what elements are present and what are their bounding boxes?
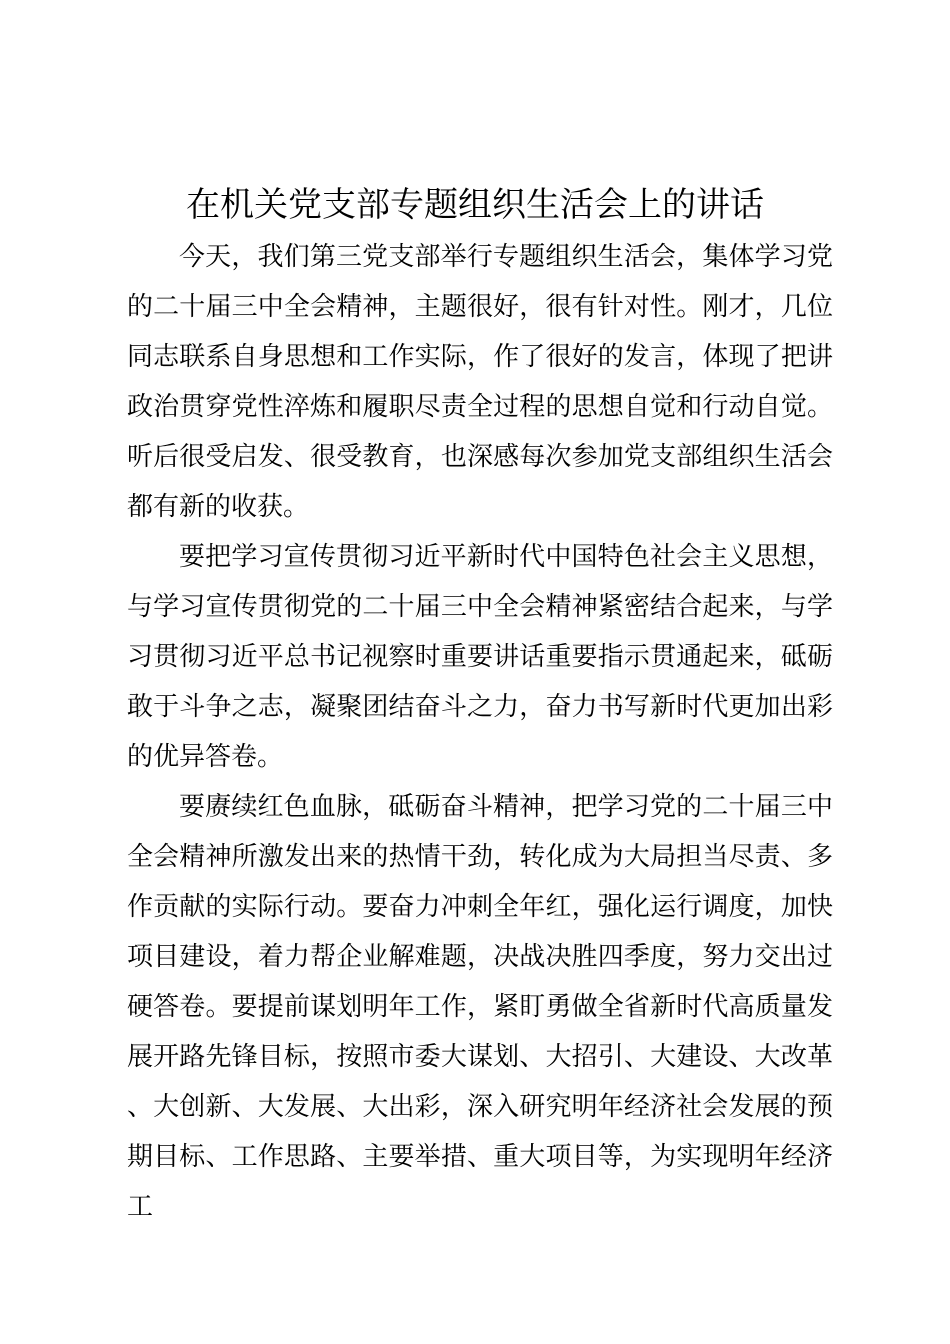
document-title: 在机关党支部专题组织生活会上的讲话 bbox=[186, 185, 764, 225]
paragraph-3: 要赓续红色血脉，砥砺奋斗精神，把学习党的二十届三中全会精神所激发出来的热情干劲，转化成为大局担当尽责、多作贡献的实际行动。要奋力冲刺全年红，强化运行调度，加快项目建设，着力帮企业解难题，决战决胜四季度，努力交出过硬答卷。要提前谋划明年工作，紧盯勇做全省新时代高质量发展开路先锋目标，按照市委大谋划、大招引、大建设、大改革、大创新、大发展、大出彩，深入研究明年经济社会发展的预期目标、工作思路、主要举措、重大项目等，为实现明年经济工 bbox=[127, 792, 833, 1222]
paragraph-2: 要把学习宣传贯彻习近平新时代中国特色社会主义思想，与学习宣传贯彻党的二十届三中全会精神紧密结合起来，与学习贯彻习近平总书记视察时重要讲话重要指示贯通起来，砥砺敢于斗争之志，凝聚团结奋斗之力，奋力书写新时代更加出彩的优异答卷。 bbox=[127, 542, 833, 772]
document-body bbox=[127, 232, 833, 1232]
paragraph-1: 今天，我们第三党支部举行专题组织生活会，集体学习党的二十届三中全会精神，主题很好，很有针对性。刚才，几位同志联系自身思想和工作实际，作了很好的发言，体现了把讲政治贯穿党性淬炼和履职尽责全过程的思想自觉和行动自觉。听后很受启发、很受教育，也深感每次参加党支部组织生活会都有新的收获。 bbox=[127, 242, 833, 522]
